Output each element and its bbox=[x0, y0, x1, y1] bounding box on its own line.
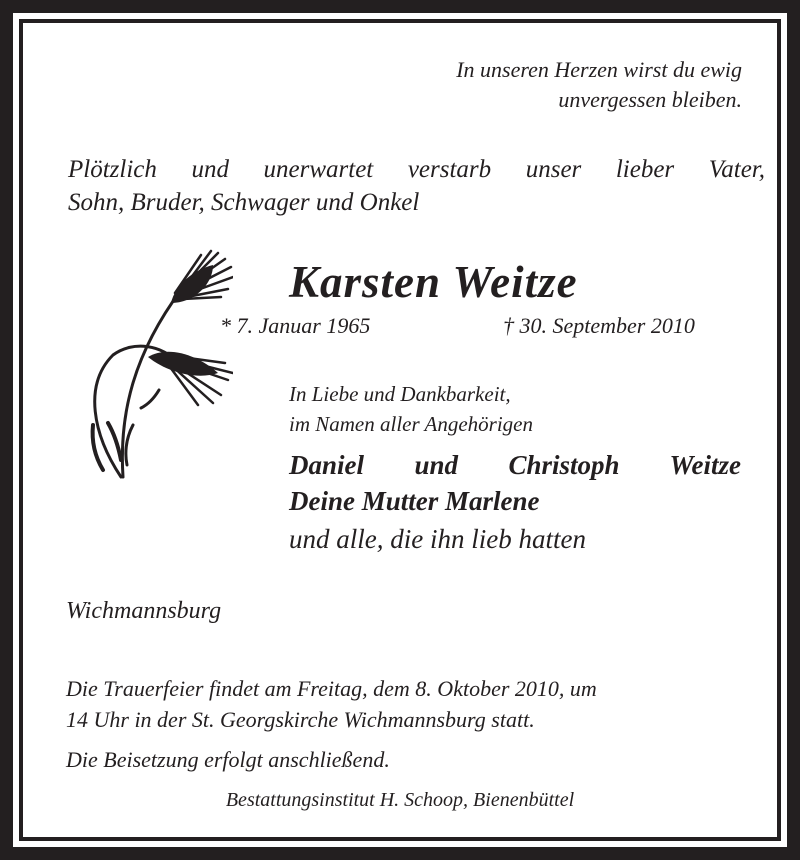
undertaker: Bestattungsinstitut H. Schoop, Bienenbüttel bbox=[225, 789, 575, 811]
thanks-text bbox=[289, 379, 533, 439]
birth-date: * 7. Januar 1965 bbox=[220, 313, 371, 338]
obituary-card bbox=[23, 23, 777, 837]
deceased-name: Karsten Weitze bbox=[289, 257, 578, 307]
burial-info: Die Beisetzung erfolgt anschließend. bbox=[66, 747, 390, 772]
service-info bbox=[66, 673, 597, 735]
place: Wichmannsburg bbox=[66, 598, 222, 624]
motto bbox=[456, 55, 742, 115]
mourner-mother: Deine Mutter Marlene bbox=[289, 486, 540, 516]
motto-line-2: unvergessen bleiben. bbox=[558, 87, 742, 112]
service-line-2: 14 Uhr in der St. Georgskirche Wichmannsburg statt. bbox=[66, 707, 535, 732]
wheat-ears-icon bbox=[63, 245, 233, 480]
death-date: † 30. September 2010 bbox=[503, 313, 695, 338]
intro-line-1: Plötzlich und unerwartet verstarb unser lieber Vater, bbox=[68, 156, 765, 183]
mourner-line-1: Daniel und Christoph Weitze bbox=[289, 450, 741, 480]
mourner-others: und alle, die ihn lieb hatten bbox=[289, 524, 586, 554]
mourner-sons bbox=[289, 447, 741, 483]
intro-line-2: Sohn, Bruder, Schwager und Onkel bbox=[68, 189, 420, 216]
service-line-1: Die Trauerfeier findet am Freitag, dem 8. Oktober 2010, um bbox=[66, 676, 597, 701]
thanks-line-2: im Namen aller Angehörigen bbox=[289, 412, 534, 436]
motto-line-1: In unseren Herzen wirst du ewig bbox=[456, 57, 742, 82]
thanks-line-1: In Liebe und Dankbarkeit, bbox=[289, 382, 511, 406]
intro-text bbox=[68, 153, 765, 219]
